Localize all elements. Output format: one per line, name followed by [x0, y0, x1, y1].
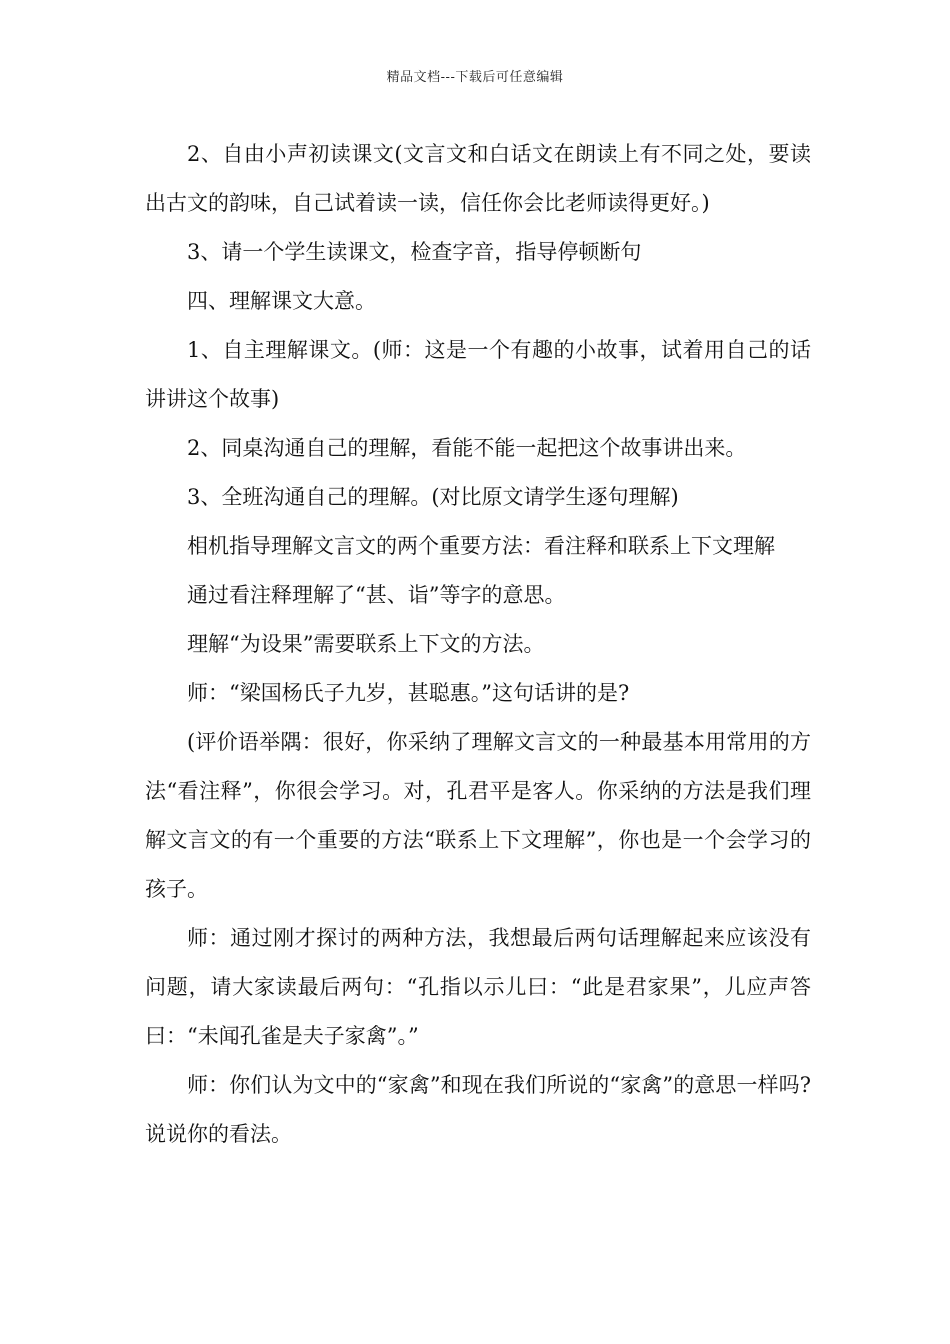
document-body	[145, 130, 811, 1159]
paragraph-4: 1、自主理解课文。(师：这是一个有趣的小故事，试着用自己的话讲讲这个故事)	[145, 338, 811, 411]
paragraph-11: (评价语举隅：很好，你采纳了理解文言文的一种最基本用常用的方法“看注释”，你很会学习。对，孔君平是客人。你采纳的方法是我们理解文言文的有一个重要的方法“联系上下文理解”，你也是一个会学习的孩子。	[145, 730, 811, 901]
paragraph-2: 3、请一个学生读课文，检查字音，指导停顿断句	[187, 240, 642, 264]
paragraph-3: 四、理解课文大意。	[187, 289, 376, 313]
paragraph-6: 3、全班沟通自己的理解。(对比原文请学生逐句理解)	[187, 485, 679, 509]
paragraph-1: 2、自由小声初读课文(文言文和白话文在朗读上有不同之处，要读出古文的韵味，自己试着读一读，信任你会比老师读得更好。)	[145, 142, 811, 215]
paragraph-8: 通过看注释理解了“甚、诣”等字的意思。	[187, 583, 566, 607]
paragraph-10: 师：“梁国杨氏子九岁，甚聪惠。”这句话讲的是?	[187, 681, 630, 705]
paragraph-5: 2、同桌沟通自己的理解，看能不能一起把这个故事讲出来。	[187, 436, 747, 460]
paragraph-13: 师：你们认为文中的“家禽”和现在我们所说的“家禽”的意思一样吗?说说你的看法。	[145, 1073, 811, 1146]
paragraph-12: 师：通过刚才探讨的两种方法，我想最后两句话理解起来应该没有问题，请大家读最后两句：“孔指以示儿曰：“此是君家果”，儿应声答曰：“未闻孔雀是夫子家禽”。”	[145, 926, 811, 1048]
paragraph-7: 相机指导理解文言文的两个重要方法：看注释和联系上下文理解	[187, 534, 775, 558]
paragraph-9: 理解“为设果”需要联系上下文的方法。	[187, 632, 545, 656]
page-header: 精品文档---下载后可任意编辑	[386, 70, 564, 85]
